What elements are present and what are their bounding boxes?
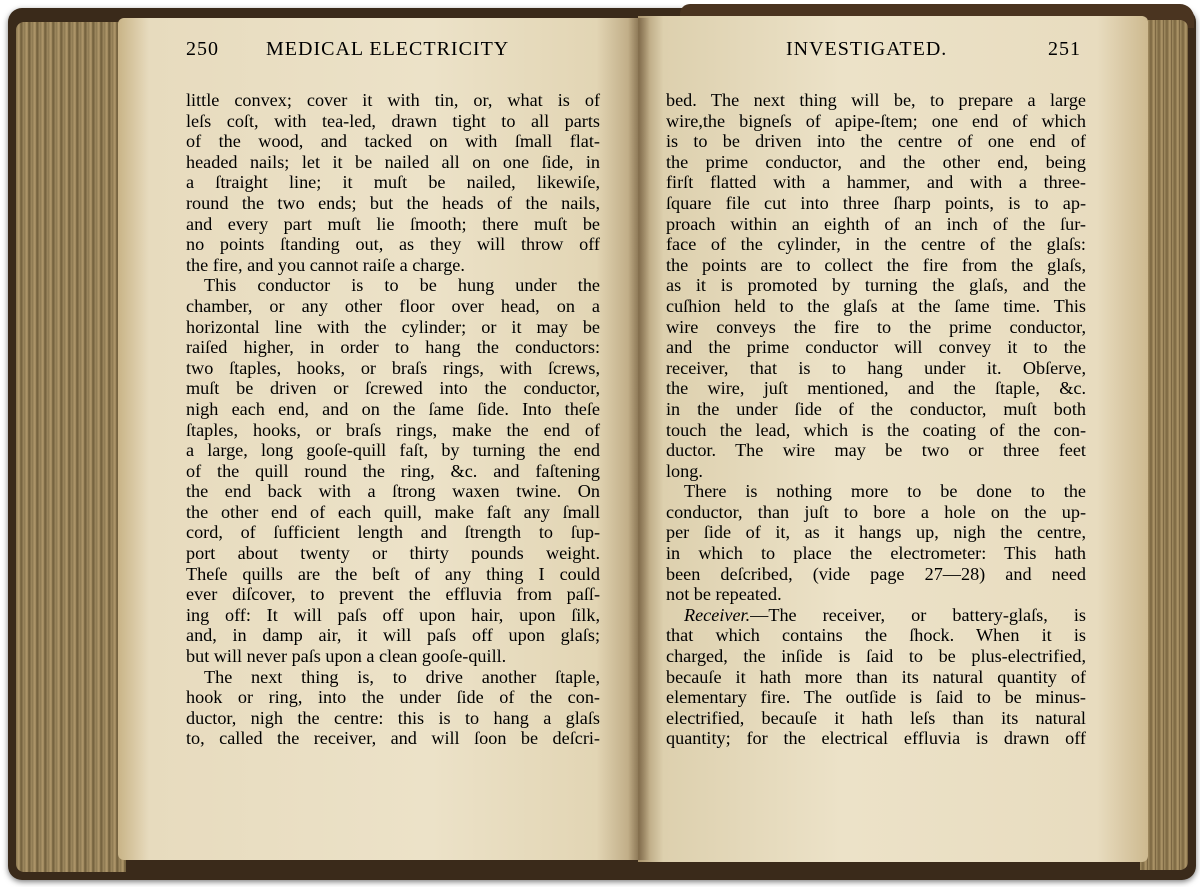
text-line: headed nails; let it be nailed all on one ſide, in bbox=[186, 151, 600, 172]
text-line: hook or ring, into the under ſide of the con- bbox=[186, 687, 600, 708]
text-line: ductor. The wire may be two or three feet bbox=[666, 440, 1086, 461]
right-page-number: 251 bbox=[1048, 38, 1081, 60]
text-line: ſtaples, hooks, or braſs rings, make the end of bbox=[186, 419, 600, 440]
text-line: long. bbox=[666, 460, 703, 481]
text-line: as it is promoted by turning the glaſs, and the bbox=[666, 275, 1086, 296]
text-line: but will never paſs upon a clean gooſe-quill. bbox=[186, 646, 507, 667]
text-line: quantity; for the electrical effluvia is drawn off bbox=[666, 728, 1086, 749]
left-page-number: 250 bbox=[186, 38, 219, 60]
text-line: leſs coſt, with tea-led, drawn tight to all parts bbox=[186, 110, 600, 131]
text-line: nigh each end, and on the ſame ſide. Into theſe bbox=[186, 398, 600, 419]
paragraph-start-line: The next thing is, to drive another ſtaple, bbox=[204, 666, 600, 687]
text-line: a large, long gooſe-quill faſt, by turning the end bbox=[186, 440, 600, 461]
text-line: horizontal line with the cylinder; or it may be bbox=[186, 316, 600, 337]
receiver-heading: Receiver. bbox=[684, 604, 751, 625]
left-page-edges bbox=[16, 22, 126, 872]
text-line: becauſe it hath more than its natural quantity of bbox=[666, 666, 1086, 687]
text-line: wire conveys the fire to the prime conductor, bbox=[666, 316, 1086, 337]
right-page-text bbox=[666, 90, 1086, 749]
text-line: is to be driven into the centre of one end of bbox=[666, 131, 1086, 152]
text-line: the end back with a ſtrong waxen twine. On bbox=[186, 481, 600, 502]
text-line: conductor, than juſt to bore a hole on the up- bbox=[666, 501, 1086, 522]
text-line: electrified, becauſe it hath leſs than its natural bbox=[666, 707, 1086, 728]
text-line: elementary fire. The outſide is ſaid to be minus- bbox=[666, 687, 1086, 708]
text-line: two ſtaples, hooks, or braſs rings, with ſcrews, bbox=[186, 357, 600, 378]
text-line: touch the lead, which is the coating of the con- bbox=[666, 419, 1086, 440]
text-line: of the quill round the ring, &c. and faſtening bbox=[186, 460, 600, 481]
text-line: in the under ſide of the conductor, muſt both bbox=[666, 398, 1086, 419]
text-line: ductor, nigh the centre: this is to hang a glaſs bbox=[186, 707, 600, 728]
text-line: of the wood, and tacked on with ſmall flat- bbox=[186, 131, 600, 152]
left-page-text bbox=[186, 90, 600, 749]
left-running-head: MEDICAL ELECTRICITY bbox=[266, 38, 510, 60]
text-line: ever diſcover, to prevent the effluvia from paſſ- bbox=[186, 584, 600, 605]
text-line: muſt be driven or ſcrewed into the conductor, bbox=[186, 378, 600, 399]
text-line: charged, the inſide is ſaid to be plus-electrified, bbox=[666, 646, 1086, 667]
text-line: the prime conductor, and the other end, being bbox=[666, 151, 1086, 172]
paragraph-start-line: There is nothing more to be done to the bbox=[684, 481, 1086, 502]
text-line: little convex; cover it with tin, or, what is of bbox=[186, 90, 600, 110]
text-line: raiſed higher, in order to hang the conductors: bbox=[186, 337, 600, 358]
text-line: cord, of ſufficient length and ſtrength to ſup- bbox=[186, 522, 600, 543]
text-line: the points are to collect the fire from the glaſs, bbox=[666, 254, 1086, 275]
text-line: Theſe quills are the beſt of any thing I could bbox=[186, 563, 600, 584]
text-line: cuſhion held to the glaſs at the ſame time. This bbox=[666, 295, 1086, 316]
text-line: no points ſtanding out, as they will throw off bbox=[186, 234, 600, 255]
text-line: ſquare file cut into three ſharp points, is to ap- bbox=[666, 192, 1086, 213]
text-line: that which contains the ſhock. When it is bbox=[666, 625, 1086, 646]
paragraph-start-line: This conductor is to be hung under the bbox=[204, 275, 600, 296]
text-line: face of the cylinder, in the centre of the glaſs: bbox=[666, 234, 1086, 255]
text-line: to, called the receiver, and will ſoon be deſcri- bbox=[186, 728, 600, 749]
text-line: and the prime conductor will convey it to the bbox=[666, 337, 1086, 358]
text-line: chamber, or any other floor over head, on a bbox=[186, 295, 600, 316]
text-line: ing off: It will paſs off upon hair, upon ſilk, bbox=[186, 604, 600, 625]
text-line: a ſtraight line; it muſt be nailed, likewiſe, bbox=[186, 172, 600, 193]
text-line: bed. The next thing will be, to prepare a large bbox=[666, 90, 1086, 110]
text-line: and, in damp air, it will paſs off upon glaſs; bbox=[186, 625, 600, 646]
book-gutter bbox=[628, 18, 650, 860]
text-line: firſt flatted with a hammer, and with a three- bbox=[666, 172, 1086, 193]
text-line: receiver, that is to hang under it. Obſerve, bbox=[666, 357, 1086, 378]
paragraph-start-line bbox=[666, 605, 1086, 626]
text-line: proach within an eighth of an inch of the ſur- bbox=[666, 213, 1086, 234]
text-line: the fire, and you cannot raiſe a charge. bbox=[186, 254, 465, 275]
receiver-line-rest: —The receiver, or battery-glaſs, is bbox=[750, 604, 1086, 625]
text-line: been deſcribed, (vide page 27—28) and need bbox=[666, 563, 1086, 584]
text-line: port about twenty or thirty pounds weight. bbox=[186, 543, 600, 564]
right-running-head: INVESTIGATED. bbox=[786, 38, 948, 60]
text-line: in which to place the electrometer: This hath bbox=[666, 543, 1086, 564]
text-line: wire,the bigneſs of apipe-ſtem; one end of which bbox=[666, 110, 1086, 131]
text-line: the wire, juſt mentioned, and the ſtaple, &c. bbox=[666, 378, 1086, 399]
text-line: the other end of each quill, make faſt any ſmall bbox=[186, 501, 600, 522]
text-line: per ſide of it, as it hangs up, nigh the centre, bbox=[666, 522, 1086, 543]
text-line: not be repeated. bbox=[666, 584, 782, 605]
text-line: and every part muſt lie ſmooth; there muſt be bbox=[186, 213, 600, 234]
text-line: round the two ends; but the heads of the nails, bbox=[186, 192, 600, 213]
